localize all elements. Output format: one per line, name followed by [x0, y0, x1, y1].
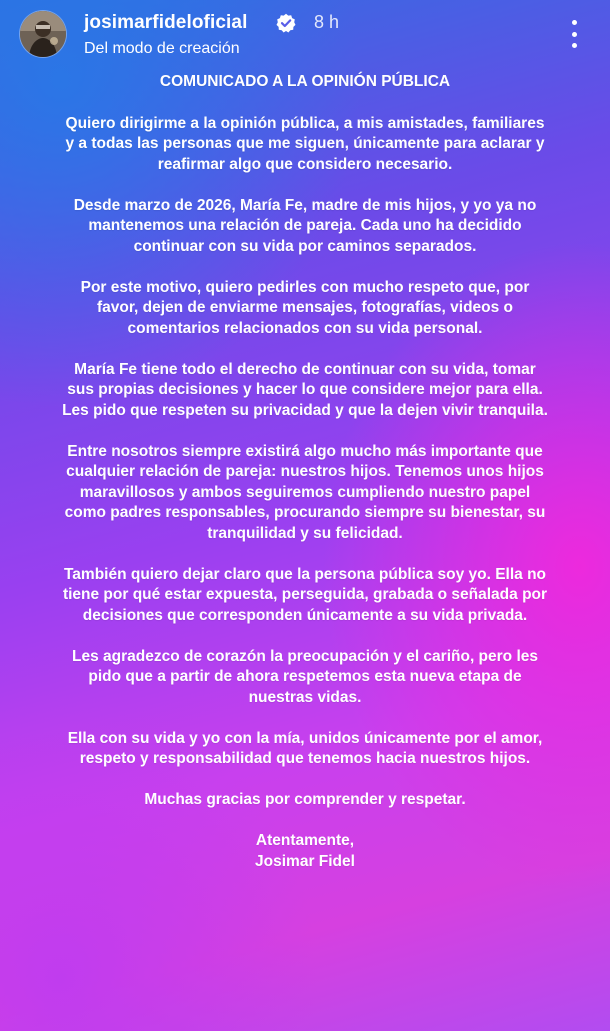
statement-title: COMUNICADO A LA OPINIÓN PÚBLICA: [159, 73, 451, 90]
statement-paragraph: Desde marzo de 2026, María Fe, madre de mis hijos, y yo ya no mantenemos una relación de pareja. Cada uno ha decidido continuar con su vida por caminos separados.: [73, 196, 537, 255]
statement-paragraph: También quiero dejar claro que la persona pública soy yo. Ella no tiene por qué estar expuesta, perseguida, grabada o señalada por decisiones que corresponden únicamente a su vida privada.: [62, 565, 548, 624]
menu-dot: [572, 32, 577, 37]
menu-dot: [572, 20, 577, 25]
statement-paragraph: Quiero dirigirme a la opinión pública, a mis amistades, familiares y a todas las personas que me siguen, únicamente para aclarar y reafirmar algo que considero necesario.: [65, 114, 545, 173]
avatar-image: [20, 11, 66, 57]
closing-line: Atentamente,: [255, 832, 355, 849]
avatar[interactable]: [20, 11, 66, 57]
statement-paragraph: Muchas gracias por comprender y respetar.: [144, 791, 466, 808]
statement-paragraph: Entre nosotros siempre existirá algo mucho más importante que cualquier relación de pareja: nuestros hijos. Tenemos unos hijos maravillosos y ambos seguiremos cumpliendo nuestro papel como padres responsables, procurando siempre su bienestar, su tranquilidad y su felicidad.: [64, 442, 546, 542]
story-header: [0, 0, 610, 70]
creation-mode-label: Del modo de creación: [84, 40, 240, 57]
verified-badge-icon: [276, 13, 296, 33]
username[interactable]: josimarfideloficial: [84, 12, 248, 33]
story-text: [60, 72, 550, 872]
post-time: 8 h: [314, 12, 340, 32]
statement-paragraph: Ella con su vida y yo con la mía, unidos únicamente por el amor, respeto y responsabilidad que tenemos hacia nuestros hijos.: [67, 729, 543, 767]
more-options-icon[interactable]: [562, 20, 586, 48]
menu-dot: [572, 43, 577, 48]
statement-paragraph: María Fe tiene todo el derecho de continuar con su vida, tomar sus propias decisiones y hacer lo que considere mejor para ella. Les pido que respeten su privacidad y que la dejen vivir tranquila.: [62, 360, 548, 419]
statement-paragraph: Por este motivo, quiero pedirles con mucho respeto que, por favor, dejen de enviarme mensajes, fotografías, videos o comentarios relacionados con su vida personal.: [80, 278, 530, 337]
statement-paragraph: Les agradezco de corazón la preocupación y el cariño, pero les pido que a partir de ahora respetemos esta nueva etapa de nuestras vidas.: [71, 647, 538, 706]
signature: Josimar Fidel: [255, 852, 355, 870]
